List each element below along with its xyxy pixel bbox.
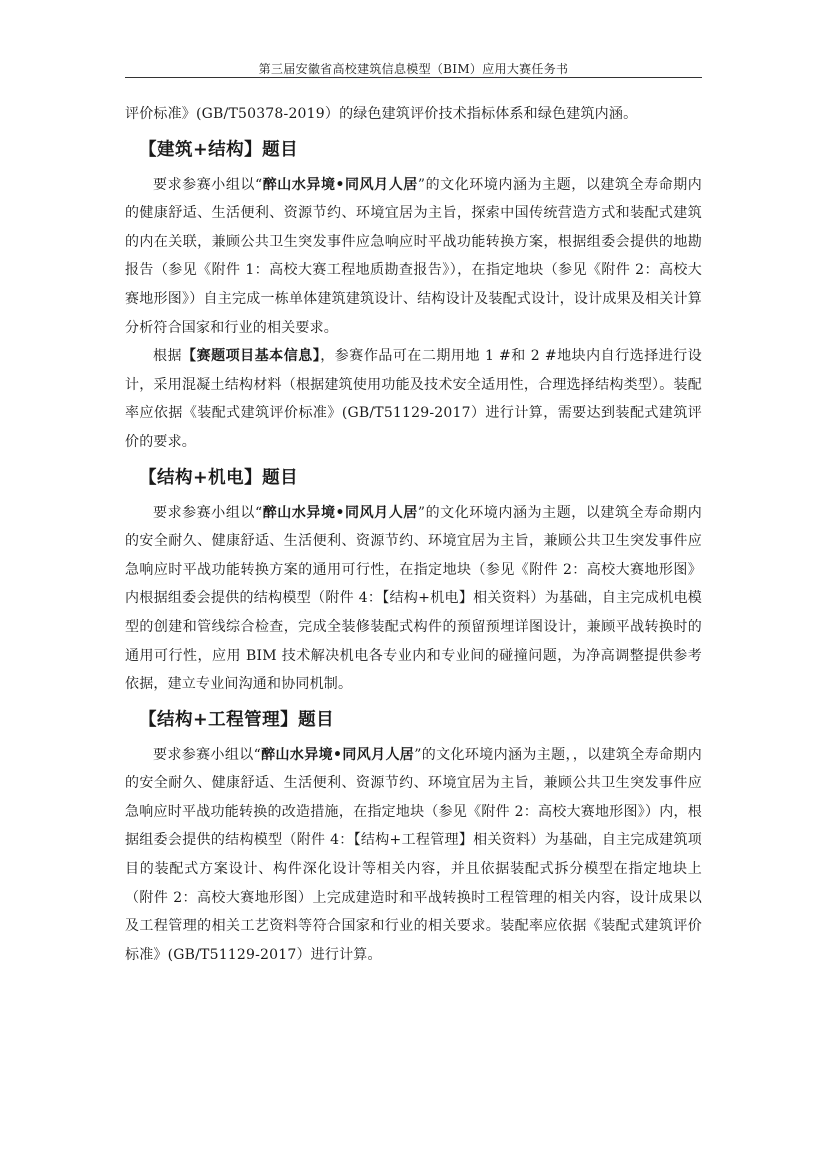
section-heading-architecture-structure: 【建筑+结构】题目: [139, 139, 299, 160]
intro-paragraph: 评价标准》(GB/T50378-2019）的绿色建筑评价技术指标体系和绿色建筑内涵。: [125, 106, 638, 122]
theme-text: 醉山水异境•同风月人居: [260, 746, 415, 763]
paragraph-text: ”的文化环境内涵为主题，以建筑全寿命期内的安全耐久、健康舒适、生活便利、资源节约、环境宜居为主旨，兼顾公共卫生突发事件应急响应时平战功能转换方案的通用可行性，在指定地块（参见《附件 2：高校大赛地形图》内根据组委会提供的结构模型（附件 4：【结构+机电】相关资料）为基础，自主完成机电模型的创建和管线综合检查，完成全装修装配式构件的预留预埋详图设计，兼顾平战转换时的通用可行性，应用 BIM 技术解决机电各专业内和专业间的碰撞问题，为净高调整提供参考依据，建立专业间沟通和协同机制。: [125, 504, 702, 693]
page-header: 第三届安徽省高校建筑信息模型（BIM）应用大赛任务书: [258, 62, 569, 76]
section-paragraph: [125, 342, 702, 456]
document-body: [125, 100, 702, 969]
section-heading-structure-management: 【结构+工程管理】题目: [139, 709, 335, 730]
section-paragraph: [125, 499, 702, 699]
paragraph-text: ，参赛作品可在二期用地 1 #和 2 #地块内自行选择进行设计，采用混凝土结构材料（根据建筑使用功能及技术安全适用性，合理选择结构类型）。装配率应依据《装配式建筑评价标准》(GB/T51129-2017）进行计算，需要达到装配式建筑评价的要求。: [125, 348, 703, 450]
paragraph-text: 要求参赛小组以“: [153, 746, 261, 763]
bold-label: 【赛题项目基本信息】: [182, 348, 321, 365]
section-heading-structure-mep: 【结构+机电】题目: [139, 467, 299, 488]
section-paragraph: [125, 741, 702, 970]
header-divider: [125, 77, 702, 78]
theme-text: 醉山水异境•同风月人居: [262, 176, 418, 193]
paragraph-text: ”的文化环境内涵为主题，以建筑全寿命期内的健康舒适、生活便利、资源节约、环境宜居为主旨，探索中国传统营造方式和装配式建筑的内在关联，兼顾公共卫生突发事件应急响应时平战功能转换方案，根据组委会提供的地勘报告（参见《附件 1：高校大赛工程地质勘查报告》），在指定地块（参见《附件 2：高校大赛地形图》）自主完成一栋单体建筑建筑设计、结构设计及装配式设计，设计成果及相关计算分析符合国家和行业的相关要求。: [125, 176, 702, 336]
paragraph-text: ”的文化环境内涵为主题，，以建筑全寿命期内的安全耐久、健康舒适、生活便利、资源节约、环境宜居为主旨，兼顾公共卫生突发事件应急响应时平战功能转换的改造措施，在指定地块（参见《附件 2：高校大赛地形图》）内，根据组委会提供的结构模型（附件 4：【结构+工程管理】相关资料）为基础，自主完成建筑项目的装配式方案设计、构件深化设计等相关内容，并且依据装配式拆分模型在指定地块上（附件 2：高校大赛地形图）上完成建造时和平战转换时工程管理的相关内容，设计成果以及工程管理的相关工艺资料等符合国家和行业的相关要求。装配率应依据《装配式建筑评价标准》(GB/T51129-2017）进行计算。: [125, 746, 702, 963]
section-paragraph: [125, 171, 702, 343]
paragraph-text: 根据: [153, 348, 183, 365]
theme-text: 醉山水异境•同风月人居: [262, 504, 418, 521]
paragraph-text: 要求参赛小组以“: [153, 504, 263, 521]
paragraph-text: 要求参赛小组以“: [153, 176, 263, 193]
